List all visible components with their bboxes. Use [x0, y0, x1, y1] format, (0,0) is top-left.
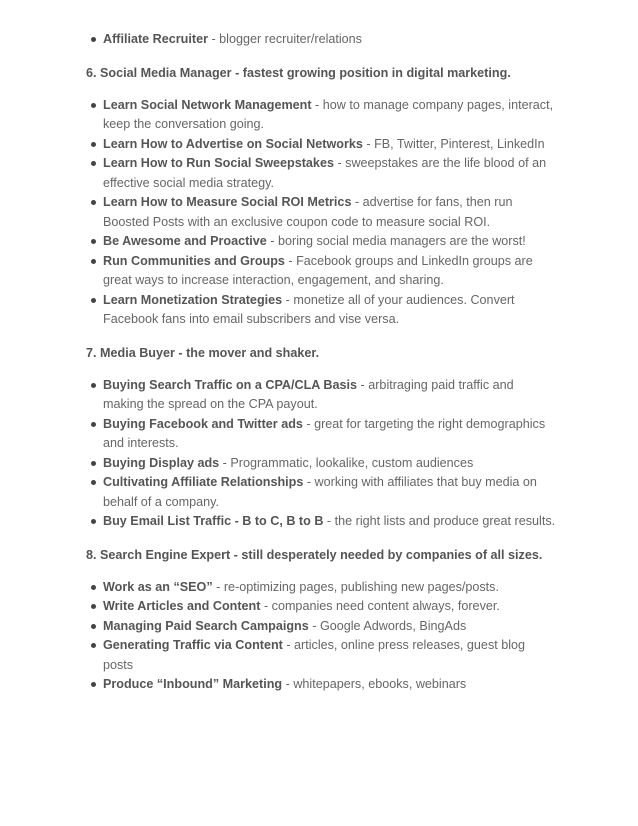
- item-description: - FB, Twitter, Pinterest, LinkedIn: [362, 136, 545, 151]
- section-list: [86, 96, 556, 330]
- list-item: [86, 30, 556, 50]
- list-item: [86, 252, 556, 291]
- item-description: - great for targeting the right demographics and interests.: [103, 416, 546, 450]
- item-term: Cultivating Affiliate Relationships: [103, 475, 304, 489]
- item-term: Learn Monetization Strategies: [103, 292, 283, 307]
- section-heading: 7. Media Buyer - the mover and shaker.: [86, 345, 320, 360]
- item-term: Affiliate Recruiter: [103, 32, 208, 46]
- item-description: - re-optimizing pages, publishing new pages/posts.: [212, 579, 499, 594]
- item-description: - arbitraging paid traffic and making the spread on the CPA payout.: [103, 377, 514, 411]
- item-term: Buying Facebook and Twitter ads: [103, 416, 303, 431]
- item-description: - sweepstakes are the life blood of an effective social media strategy.: [103, 156, 547, 190]
- item-description: - articles, online press releases, guest blog posts: [103, 638, 526, 672]
- section-search-engine-expert: [86, 545, 556, 695]
- list-item: [86, 135, 556, 155]
- item-description: - working with affiliates that buy media on behalf of a company.: [103, 475, 537, 509]
- item-description: - Facebook groups and LinkedIn groups are great ways to increase interaction, engagement, and sharing.: [103, 253, 533, 287]
- item-term: Buy Email List Traffic - B to C, B to B: [103, 514, 324, 528]
- item-term: Run Communities and Groups: [103, 253, 285, 268]
- list-item: [86, 512, 556, 532]
- item-term: Learn How to Run Social Sweepstakes: [103, 156, 334, 170]
- section-media-buyer: [86, 343, 556, 532]
- list-item: [86, 232, 556, 252]
- item-term: Buying Search Traffic on a CPA/CLA Basis: [103, 377, 358, 392]
- list-item: [86, 291, 556, 330]
- section-social-media-manager: [86, 63, 556, 330]
- section-list: [86, 578, 556, 695]
- section-heading: 8. Search Engine Expert - still desperately needed by companies of all sizes.: [86, 547, 543, 562]
- list-item: [86, 597, 556, 617]
- item-description: - blogger recruiter/relations: [207, 32, 362, 46]
- list-item: [86, 473, 556, 512]
- section-heading: 6. Social Media Manager - fastest growing position in digital marketing.: [86, 65, 511, 80]
- item-term: Work as an “SEO”: [103, 579, 213, 594]
- list-item: [86, 376, 556, 415]
- item-description: - the right lists and produce great results.: [323, 514, 556, 528]
- item-description: - companies need content always, forever.: [260, 599, 500, 613]
- list-item: [86, 675, 556, 695]
- item-term: Be Awesome and Proactive: [103, 234, 267, 248]
- list-item: [86, 193, 556, 232]
- item-description: - monetize all of your audiences. Convert Facebook fans into email subscribers and vise versa.: [103, 292, 515, 326]
- item-description: - how to manage company pages, interact, keep the conversation going.: [103, 97, 554, 131]
- list-item: [86, 617, 556, 637]
- item-term: Generating Traffic via Content: [103, 638, 283, 652]
- item-description: - whitepapers, ebooks, webinars: [282, 677, 467, 691]
- item-term: Write Articles and Content: [103, 599, 261, 613]
- item-description: - Google Adwords, BingAds: [308, 618, 467, 633]
- item-description: - boring social media managers are the worst!: [266, 234, 526, 248]
- list-item: [86, 96, 556, 135]
- item-term: Learn Social Network Management: [103, 97, 312, 112]
- list-item: [86, 154, 556, 193]
- item-term: Buying Display ads: [103, 455, 220, 470]
- item-term: Managing Paid Search Campaigns: [103, 618, 309, 633]
- list-item: [86, 636, 556, 675]
- list-item: [86, 454, 556, 474]
- item-description: - advertise for fans, then run Boosted Posts with an exclusive coupon code to measure social ROI.: [103, 195, 513, 229]
- item-term: Learn How to Advertise on Social Networks: [103, 136, 363, 151]
- list-item: [86, 415, 556, 454]
- item-description: - Programmatic, lookalike, custom audiences: [219, 455, 474, 470]
- item-term: Produce “Inbound” Marketing: [103, 677, 283, 691]
- intro-list: [86, 30, 556, 50]
- section-list: [86, 376, 556, 532]
- list-item: [86, 578, 556, 598]
- item-term: Learn How to Measure Social ROI Metrics: [103, 195, 352, 209]
